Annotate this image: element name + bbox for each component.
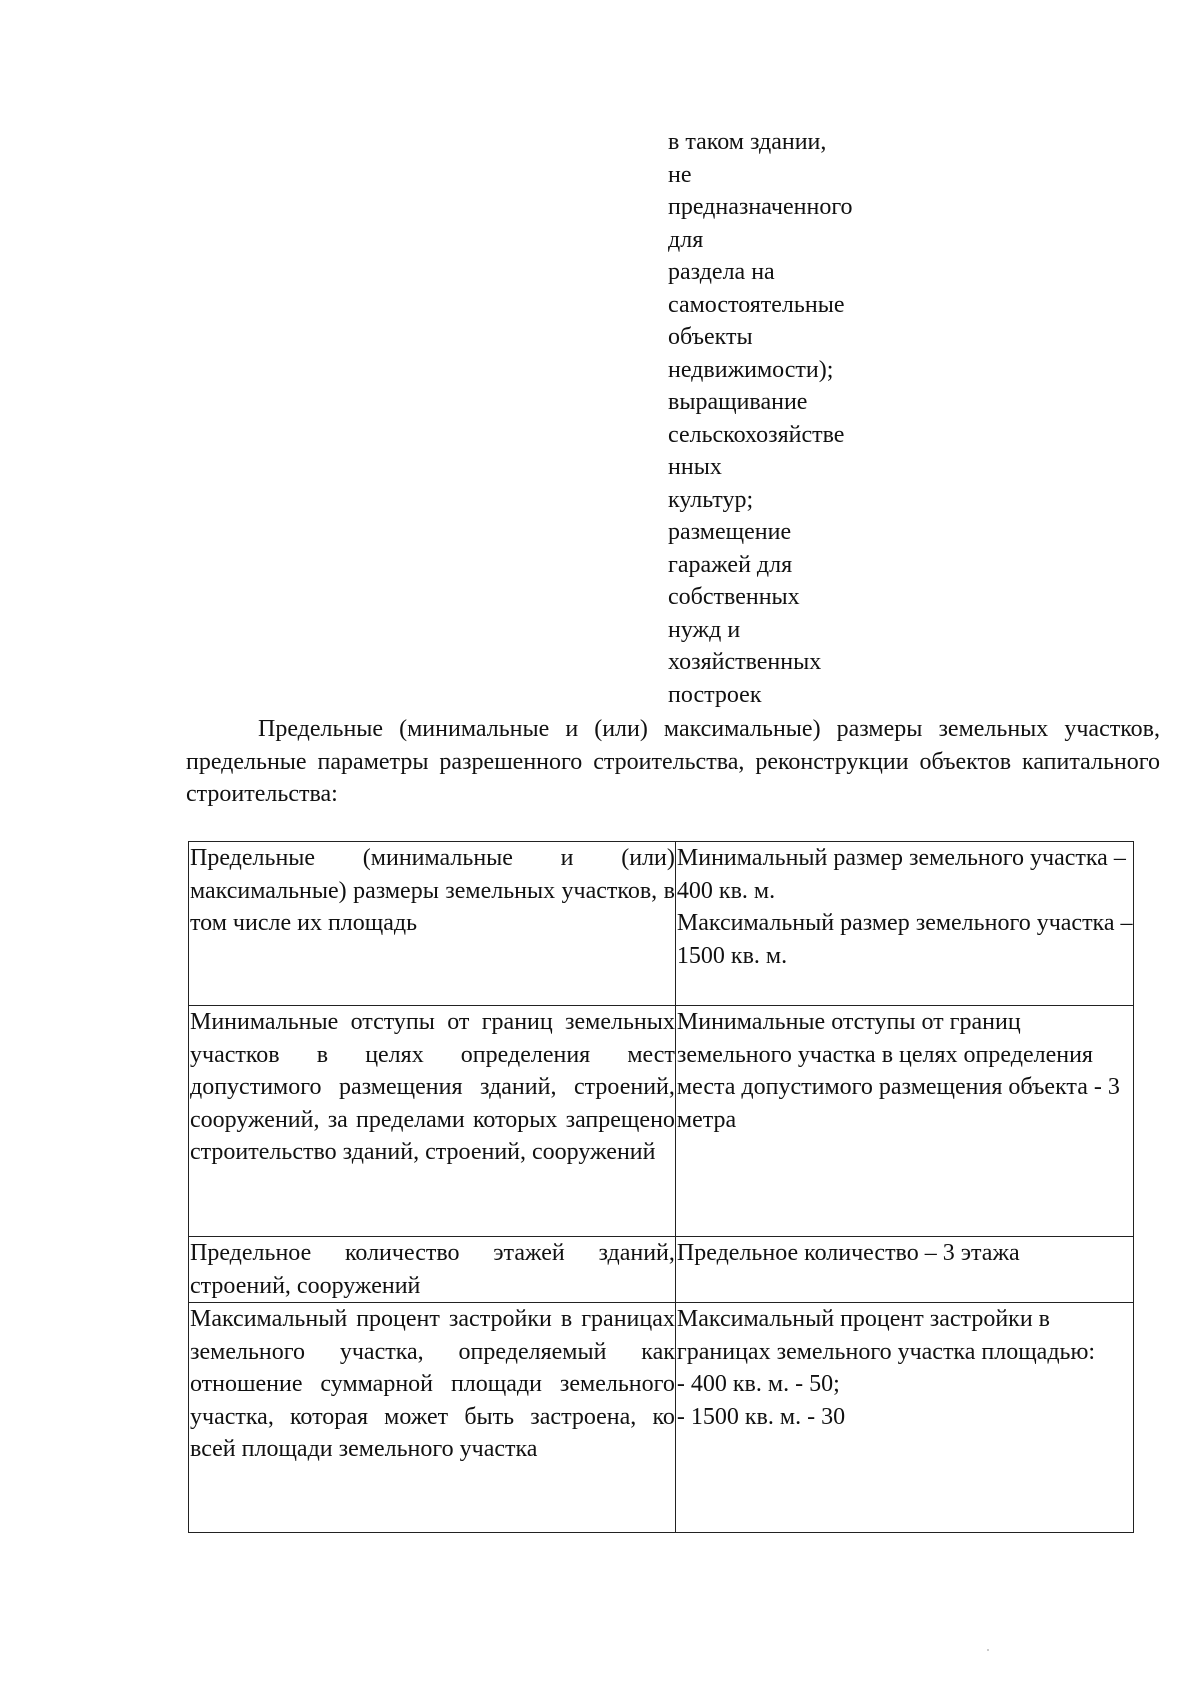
value-line: Предельное количество – 3 этажа <box>676 1240 1020 1266</box>
value-line: - 1500 кв. м. - 30 <box>676 1403 846 1430</box>
fragment-line: недвижимости); <box>668 356 834 383</box>
table-cell-parameter: Максимальный процент застройки в границах земельного участка, определяемый как отношение суммарной площади земельного участка, которая может быть застроена, ко всей площади земельного участка <box>189 1303 676 1533</box>
fragment-line: не <box>668 161 692 188</box>
parameters-table <box>188 841 1134 1533</box>
fragment-line: построек <box>668 681 762 708</box>
table-cell-value <box>675 1237 1133 1303</box>
scan-speck <box>987 1649 989 1651</box>
table-cell-value <box>675 1303 1133 1533</box>
fragment-line: самостоятельные <box>668 291 845 318</box>
fragment-line: собственных <box>668 584 800 610</box>
fragment-line: гаражей для <box>668 551 793 578</box>
table-cell-parameter: Предельные (минимальные и (или) максимальные) размеры земельных участков, в том числе их площадь <box>189 842 676 1006</box>
value-line: Минимальные отступы от границ земельного участка в целях определения места допустимого размещения объекта - 3 метра <box>676 1009 1120 1133</box>
fragment-line: нужд и <box>668 616 741 643</box>
fragment-line: культур; <box>668 486 754 513</box>
fragment-line: хозяйственных <box>668 649 822 675</box>
table-row <box>189 1006 1134 1237</box>
value-line: Минимальный размер земельного участка – 400 кв. м. <box>676 845 1126 904</box>
fragment-line: в таком здании, <box>668 129 827 155</box>
table-fragment-text <box>668 126 908 711</box>
fragment-line: сельскохозяйстве <box>668 421 845 448</box>
value-line: Максимальный процент застройки в границах земельного участка площадью: <box>676 1306 1096 1365</box>
table-cell-value <box>675 842 1133 1006</box>
table-cell-value <box>675 1006 1133 1237</box>
fragment-line: размещение <box>668 519 792 545</box>
table-row <box>189 842 1134 1006</box>
value-line: Максимальный размер земельного участка – 1500 кв. м. <box>676 910 1133 969</box>
table-row <box>189 1237 1134 1303</box>
fragment-line: нных <box>668 454 722 480</box>
fragment-line: раздела на <box>668 259 775 285</box>
value-line: - 400 кв. м. - 50; <box>676 1371 840 1397</box>
table-cell-parameter: Минимальные отступы от границ земельных участков в целях определения мест допустимого размещения зданий, строений, сооружений, за пределами которых запрещено строительство зданий, строений, сооружений <box>189 1006 676 1237</box>
table-row <box>189 1303 1134 1533</box>
fragment-line: объекты <box>668 324 753 350</box>
fragment-line: выращивание <box>668 389 808 415</box>
fragment-line: для <box>668 226 704 253</box>
intro-paragraph: Предельные (минимальные и (или) максимальные) размеры земельных участков, предельные параметры разрешенного строительства, реконструкции объектов капитального строительства: <box>186 716 1160 807</box>
fragment-line: предназначенного <box>668 194 853 220</box>
table-cell-parameter: Предельное количество этажей зданий, строений, сооружений <box>189 1237 676 1303</box>
